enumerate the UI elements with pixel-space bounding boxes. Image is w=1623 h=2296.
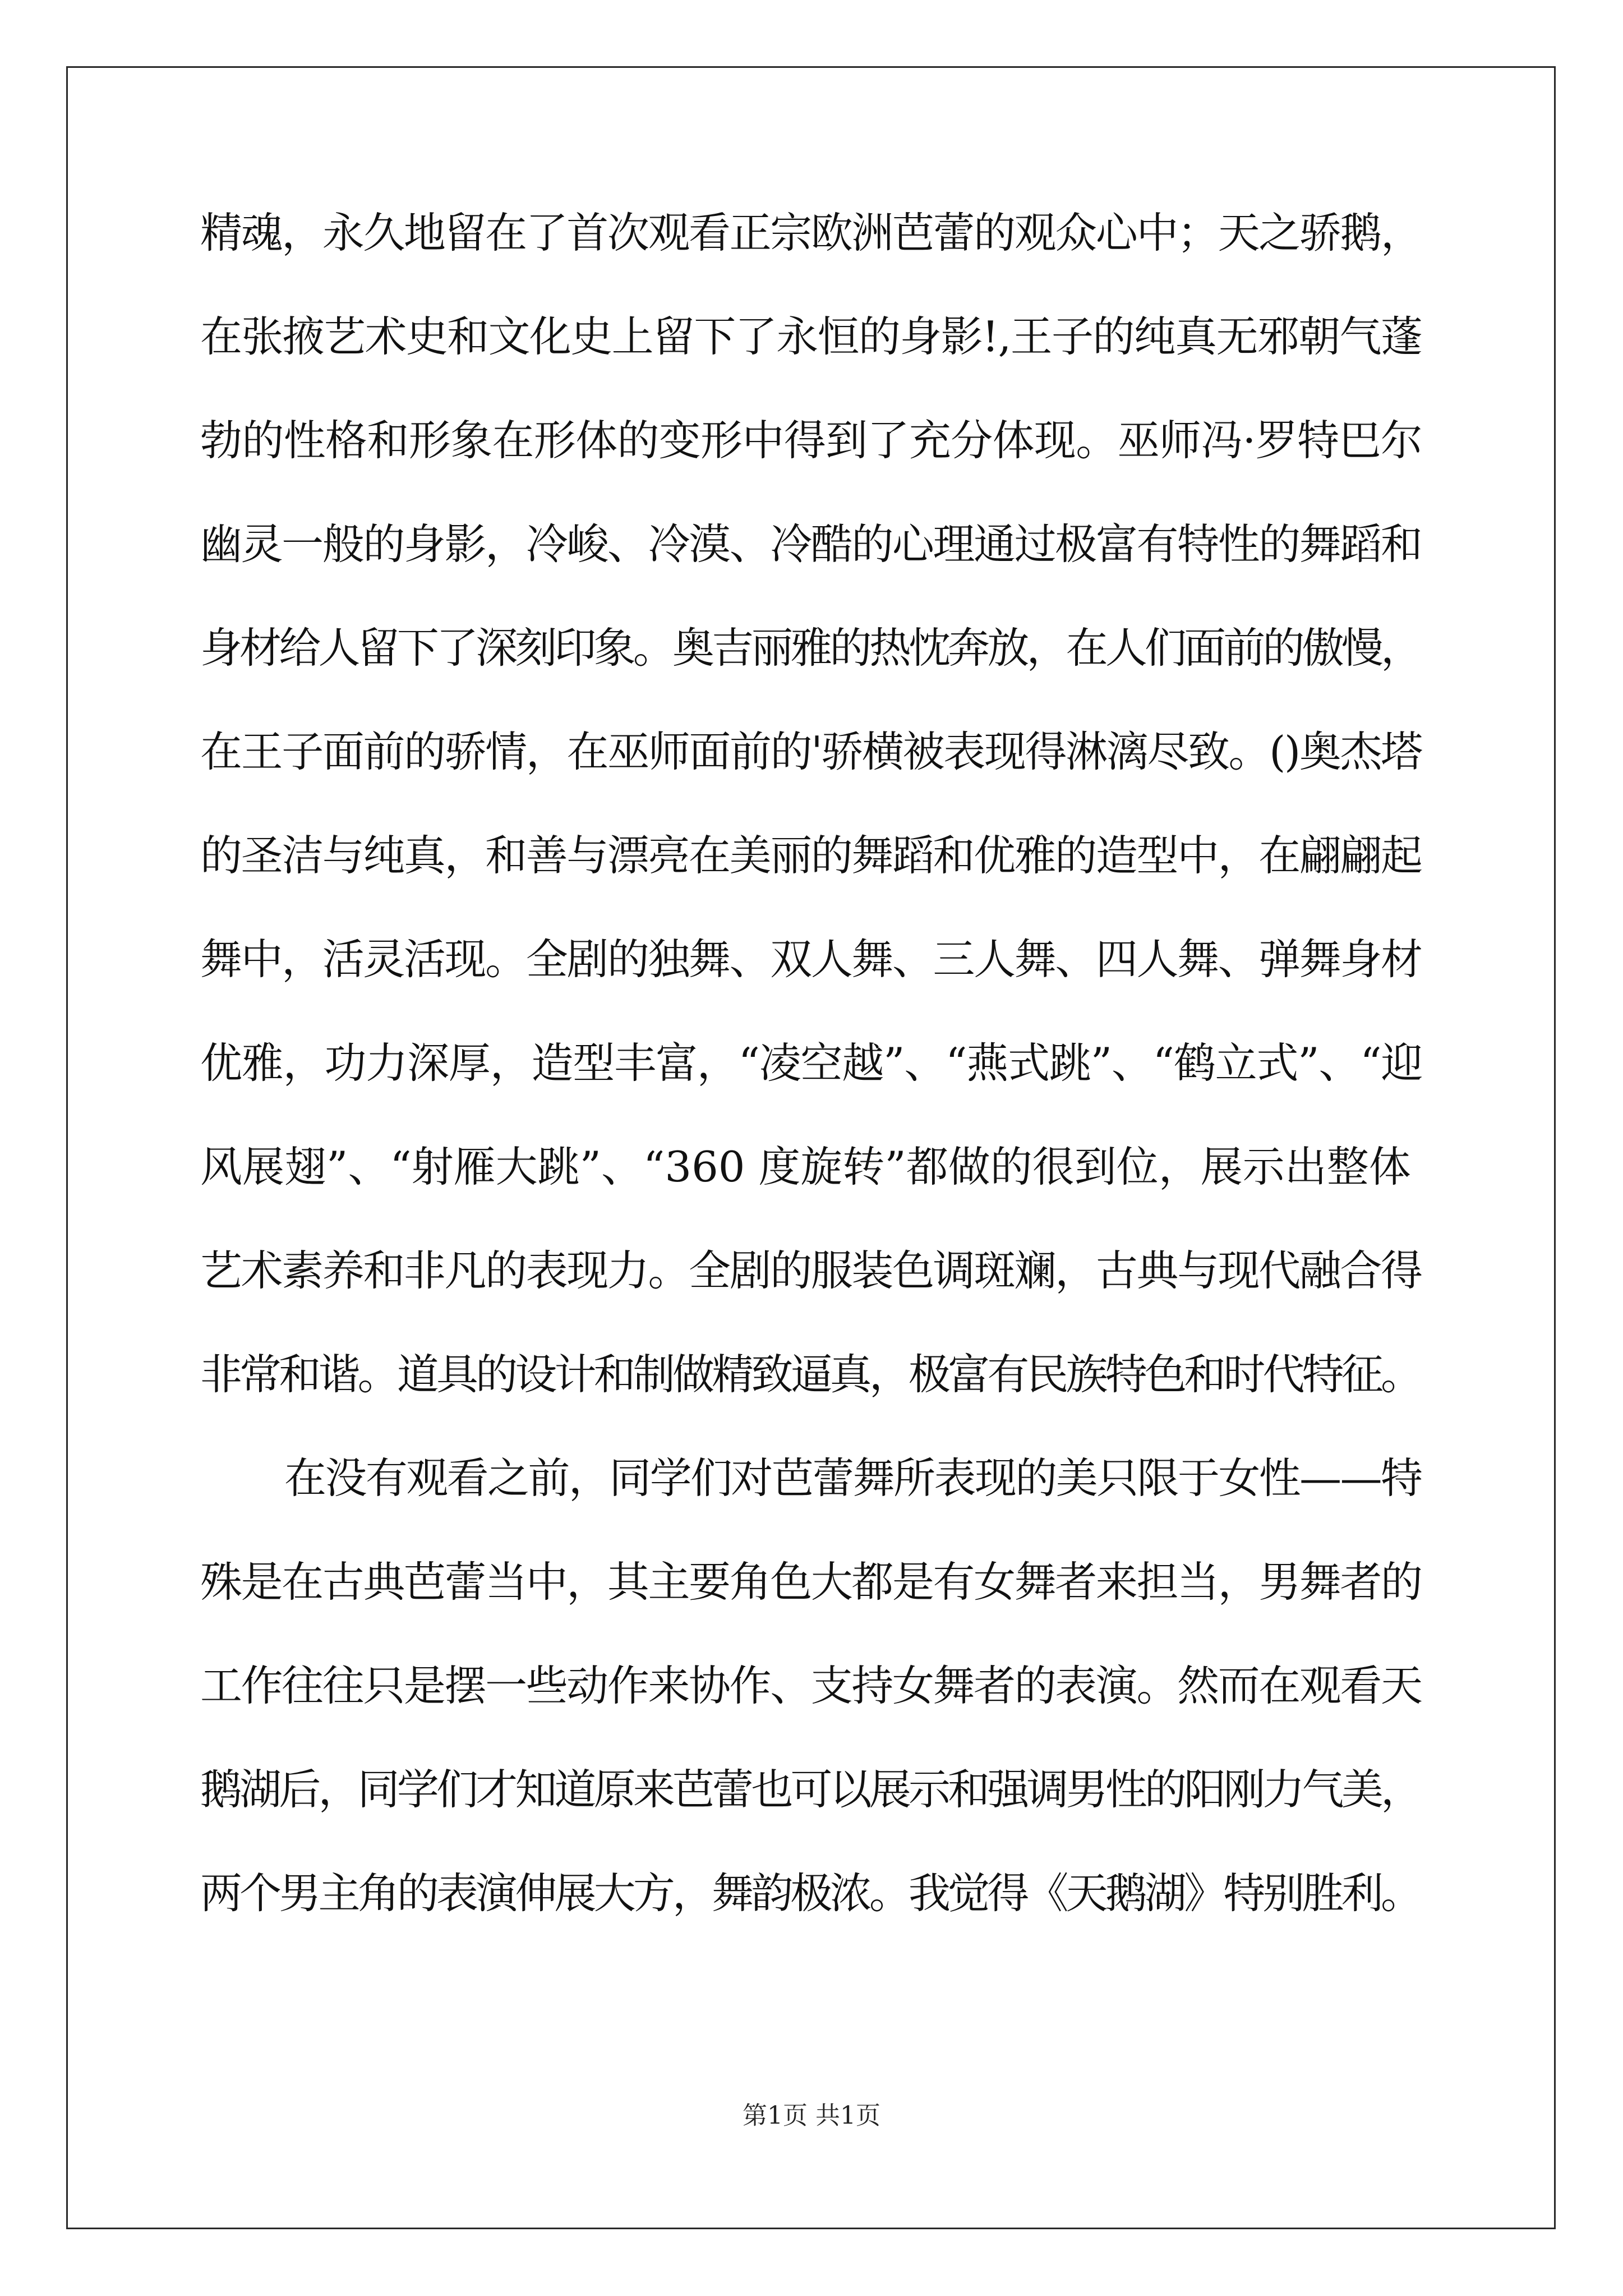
- text-line-7: 的圣洁与纯真，和善与漂亮在美丽的舞蹈和优雅的造型中，在翩翩起: [200, 831, 1422, 880]
- text-line-14: 殊是在古典芭蕾当中，其主要角色大都是有女舞者来担当，男舞者的: [200, 1557, 1422, 1607]
- page-number-footer: 第1页 共1页: [743, 2101, 880, 2130]
- text-line-11: 艺术素养和非凡的表现力。全剧的服装色调斑斓，古典与现代融合得: [200, 1246, 1422, 1295]
- text-line-12: 非常和谐。道具的设计和制做精致逼真，极富有民族特色和时代特征。: [200, 1350, 1421, 1399]
- text-line-15: 工作往往只是摆一些动作来协作、支持女舞者的表演。然而在观看天: [200, 1661, 1422, 1710]
- text-line-8: 舞中，活灵活现。全剧的独舞、双人舞、三人舞、四人舞、弹舞身材: [200, 935, 1422, 984]
- text-line-10: 风展翅”、“射雁大跳”、“360 度旋转”都做的很到位，展示出整体: [200, 1142, 1411, 1191]
- text-line-17: 两个男主角的表演伸展大方，舞韵极浓。我觉得《天鹅湖》特别胜利。: [200, 1869, 1421, 1918]
- text-line-13: 在没有观看之前，同学们对芭蕾舞所表现的美只限于女性——特: [284, 1453, 1422, 1503]
- text-line-16: 鹅湖后，同学们才知道原来芭蕾也可以展示和强调男性的阳刚力气美，: [200, 1765, 1421, 1814]
- text-line-6: 在王子面前的骄情，在巫师面前的'骄横被表现得淋漓尽致。()奥杰塔: [200, 727, 1422, 776]
- text-line-1: 精魂，永久地留在了首次观看正宗欧洲芭蕾的观众心中；天之骄鹅，: [200, 208, 1422, 257]
- text-line-5: 身材给人留下了深刻印象。奥吉丽雅的热忱奔放，在人们面前的傲慢，: [200, 623, 1421, 673]
- text-line-4: 幽灵一般的身影，冷峻、冷漠、冷酷的心理通过极富有特性的舞蹈和: [200, 519, 1422, 569]
- text-line-3: 勃的性格和形象在形体的变形中得到了充分体现。巫师冯·罗特巴尔: [200, 416, 1423, 465]
- text-line-2: 在张掖艺术史和文化史上留下了永恒的身影!,王子的纯真无邪朝气蓬: [200, 312, 1422, 361]
- text-line-9: 优雅，功力深厚，造型丰富，“凌空越”、“燕式跳”、“鹤立式”、“迎: [200, 1038, 1423, 1088]
